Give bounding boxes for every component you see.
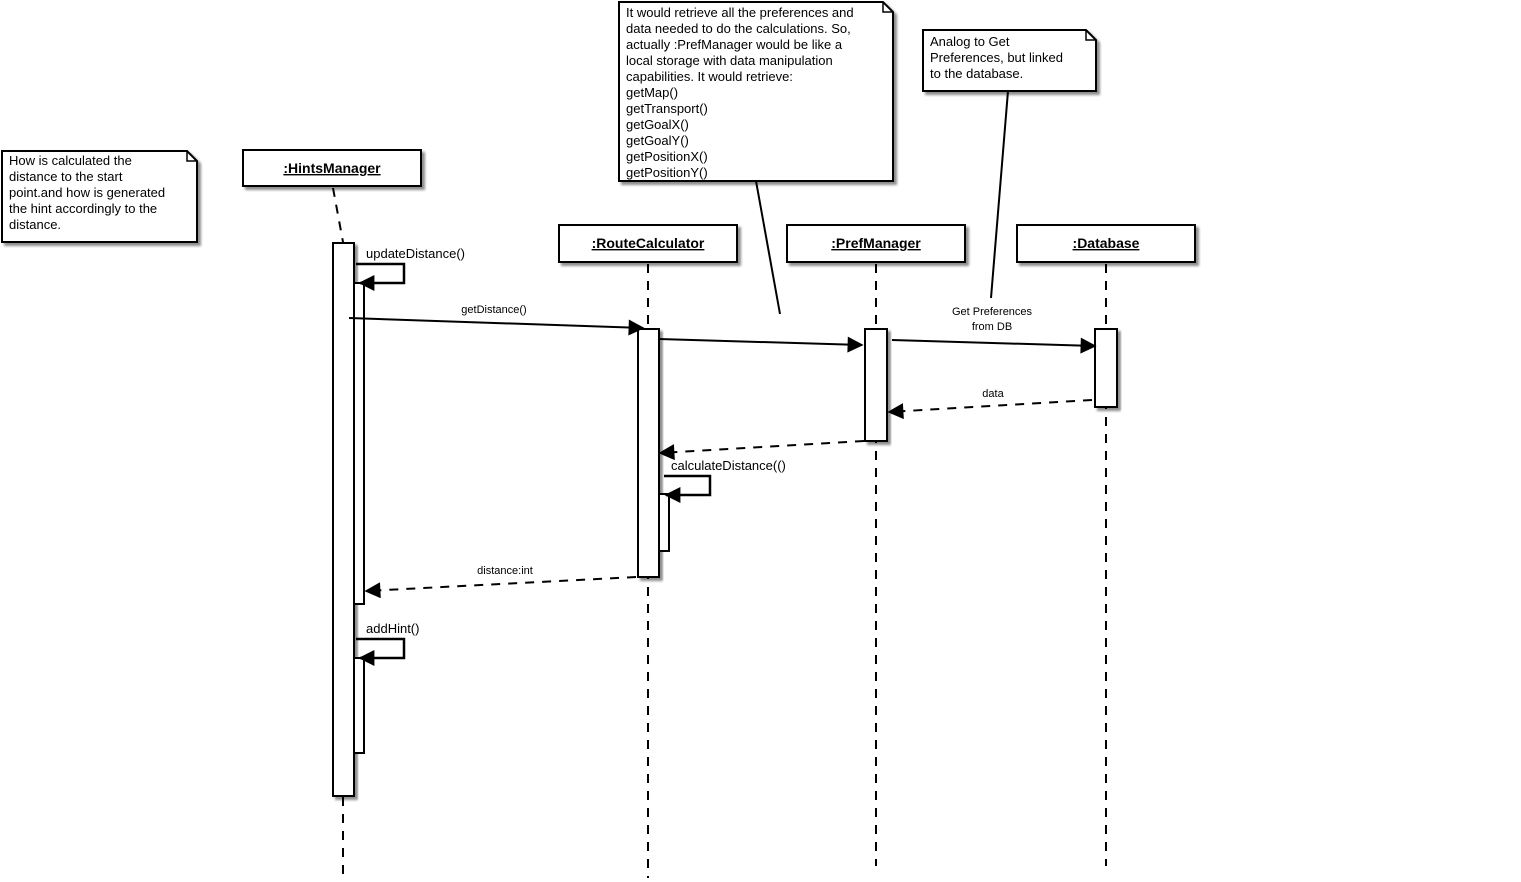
note-line: distance to the start: [9, 169, 123, 184]
message-label: distance:int: [477, 565, 533, 577]
participant-label: :PrefManager: [831, 235, 921, 251]
note-line: It would retrieve all the preferences and: [626, 5, 854, 20]
note-hints: [2, 151, 197, 242]
activation-route-main: [638, 329, 659, 577]
message-label-line2: from DB: [971, 321, 1013, 333]
participant-hints-manager: [243, 150, 421, 186]
activation-hints-update: [354, 283, 364, 604]
note-line: getPositionY(): [626, 165, 708, 180]
activation-db: [1095, 329, 1117, 407]
message-calculate-distance: [664, 458, 786, 495]
message-label: data: [982, 388, 1004, 400]
message-get-preferences: [892, 306, 1095, 346]
note-line: point.and how is generated: [9, 185, 166, 200]
note-line: distance.: [9, 217, 62, 232]
message-update-distance: [356, 246, 465, 283]
note-line: getPositionX(): [626, 149, 708, 164]
note-line: data needed to do the calculations. So,: [626, 21, 851, 36]
message-distance-return: [366, 565, 636, 591]
participant-database: [1017, 225, 1195, 262]
note-line: actually :PrefManager would be like a: [626, 37, 843, 52]
participant-label: :RouteCalculator: [591, 235, 705, 251]
note-line: getGoalY(): [626, 133, 689, 148]
note-line: getGoalX(): [626, 117, 689, 132]
participant-label: :HintsManager: [283, 160, 381, 176]
message-route-to-pref: [659, 339, 862, 345]
activation-hints-main: [333, 243, 354, 796]
message-data-return: [889, 388, 1092, 412]
lifeline-hints: [333, 188, 343, 242]
pref-note-anchor: [756, 181, 780, 314]
note-line: local storage with data manipulation: [626, 53, 833, 68]
note-line: Analog to Get: [930, 34, 1010, 49]
message-pref-return: [660, 441, 864, 453]
activation-hints-addhint: [354, 658, 364, 753]
db-note-anchor: [991, 91, 1008, 298]
note-line: Preferences, but linked: [930, 50, 1063, 65]
note-line: the hint accordingly to the: [9, 201, 158, 216]
participant-pref-manager: [787, 225, 965, 262]
message-label: getDistance(): [461, 304, 527, 316]
participant-route-calculator: [559, 225, 737, 262]
lifelines: [333, 188, 1106, 882]
participant-label: :Database: [1072, 235, 1140, 251]
note-line: capabilities. It would retrieve:: [626, 69, 793, 84]
note-line: getMap(): [626, 85, 679, 100]
message-label-line1: Get Preferences: [951, 306, 1033, 318]
note-line: to the database.: [930, 66, 1024, 81]
activation-pref: [865, 329, 887, 441]
message-label: updateDistance(): [366, 246, 465, 261]
note-database: [923, 30, 1096, 91]
message-label: calculateDistance((): [671, 458, 786, 473]
note-line: getTransport(): [626, 101, 708, 116]
message-add-hint: [356, 621, 419, 658]
message-get-distance: [349, 304, 643, 328]
message-label: addHint(): [366, 621, 420, 636]
note-pref-manager: [619, 2, 893, 181]
note-line: How is calculated the: [9, 153, 132, 168]
activation-route-calc: [659, 494, 669, 551]
